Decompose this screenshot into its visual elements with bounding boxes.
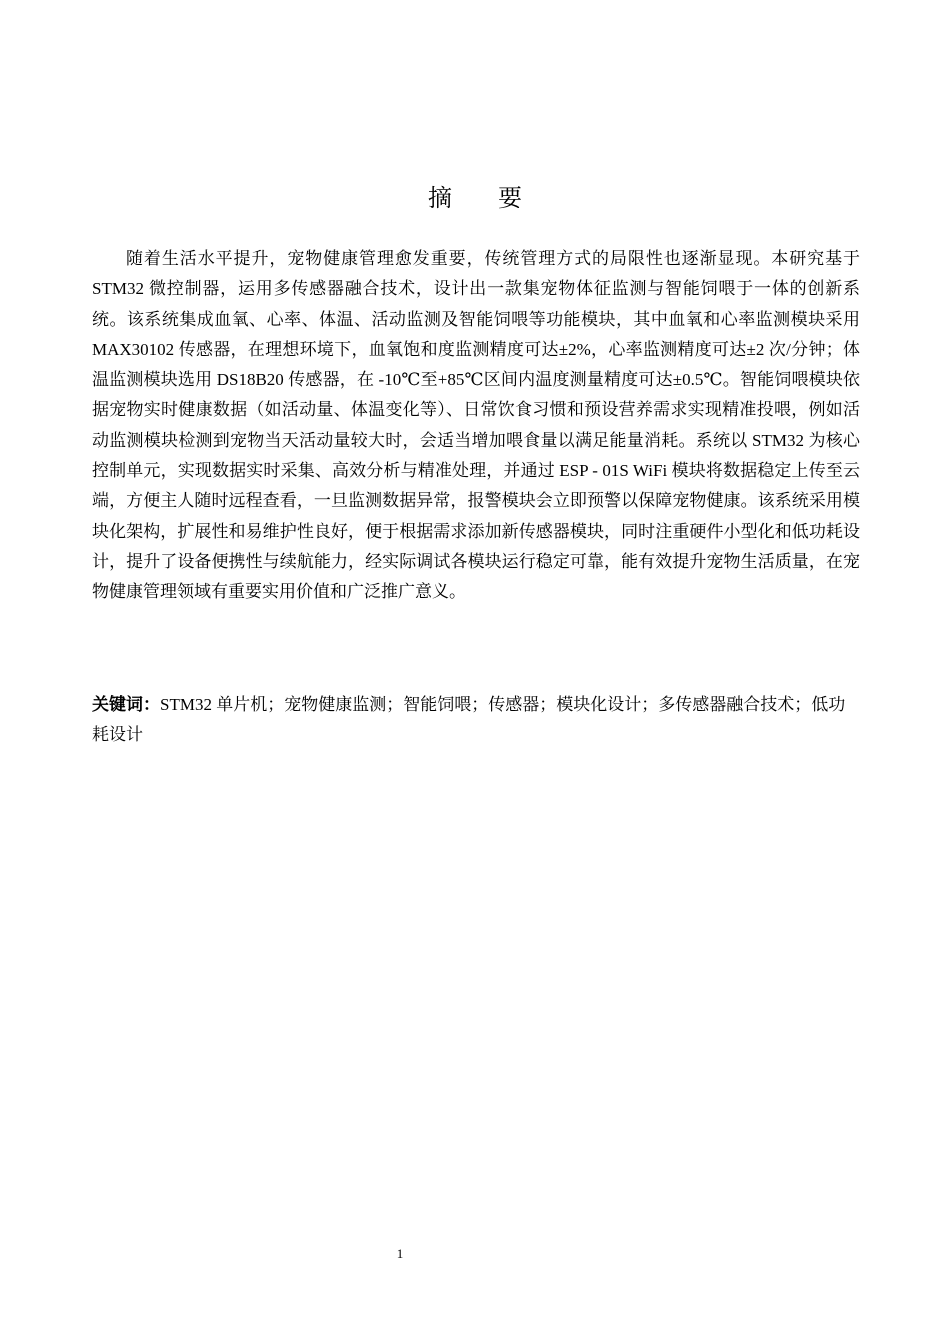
page-title-char-2: 要 [498, 184, 522, 212]
page-title [0, 178, 950, 213]
page-title-char-1: 摘 [428, 184, 452, 212]
page-number: 1 [396, 1246, 404, 1261]
keywords-label: 关键词： [92, 695, 160, 714]
abstract-paragraph: 随着生活水平提升，宠物健康管理愈发重要，传统管理方式的局限性也逐渐显现。本研究基于 STM32 微控制器，运用多传感器融合技术，设计出一款集宠物体征监测与智能饲喂于一体的创新系统。该系统集成血氧、心率、体温、活动监测及智能饲喂等功能模块，其中血氧和心率监测模块采用 MAX30102 传感器，在理想环境下，血氧饱和度监测精度可达±2%，心率监测精度可达±2 次/分钟；体温监测模块选用 DS18B20 传感器，在 -10℃至+85℃区间内温度测量精度可达±0.5℃。智能饲喂模块依据宠物实时健康数据（如活动量、体温变化等）、日常饮食习惯和预设营养需求实现精准投喂，例如活动监测模块检测到宠物当天活动量较大时，会适当增加喂食量以满足能量消耗。系统以 STM32 为核心控制单元，实现数据实时采集、高效分析与精准处理，并通过 ESP - 01S WiFi 模块将数据稳定上传至云端，方便主人随时远程查看，一旦监测数据异常，报警模块会立即预警以保障宠物健康。该系统采用模块化架构，扩展性和易维护性良好，便于根据需求添加新传感器模块，同时注重硬件小型化和低功耗设计，提升了设备便携性与续航能力，经实际调试各模块运行稳定可靠，能有效提升宠物生活质量，在宠物健康管理领域有重要实用价值和广泛推广意义。 [92, 249, 860, 602]
keywords-text: STM32 单片机；宠物健康监测；智能饲喂；传感器；模块化设计；多传感器融合技术；低功耗设计 [92, 695, 846, 745]
keywords-paragraph [92, 690, 860, 751]
